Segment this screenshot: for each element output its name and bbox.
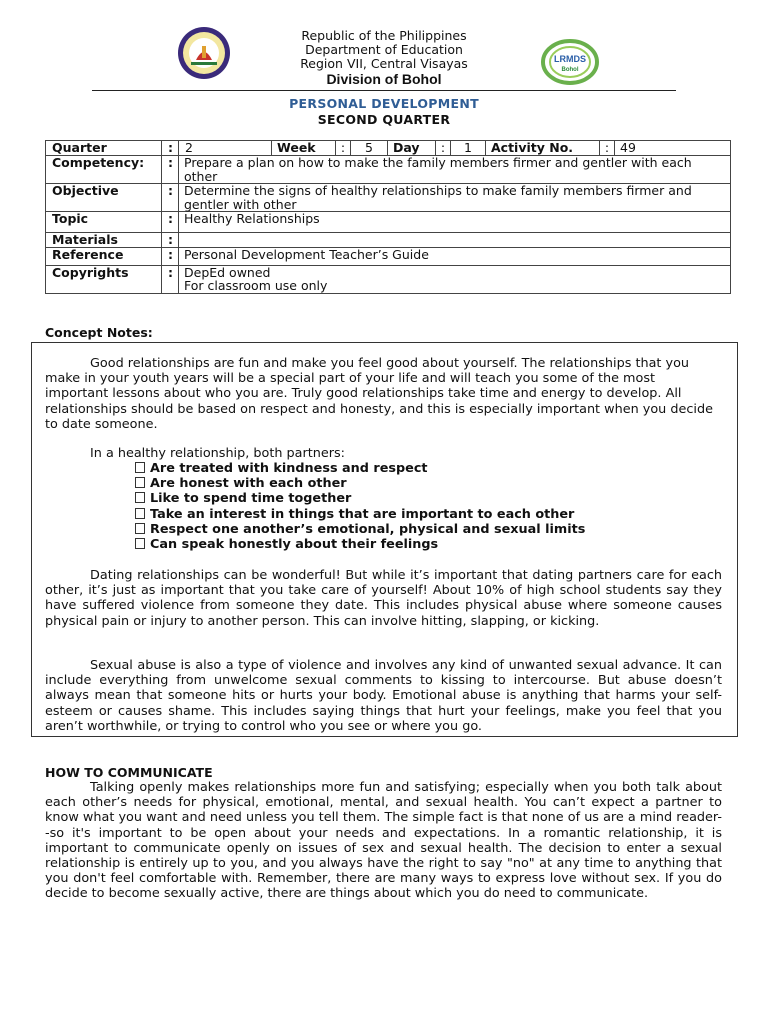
concept-paragraph-1-text: Good relationships are fun and make you feel good about yourself. The relationships that you make in your youth years will be a special part of your life and will teach you some of the most important lessons about who you are. Truly good relationships take time and energy to develop. All relationships should be based on respect and honesty, and this is especially important when you decide to date someone. [45,356,713,432]
colon: : [436,141,451,155]
list-item [135,507,585,522]
table-row [46,233,731,248]
colon: : [162,184,179,212]
table-row [46,265,731,293]
checkbox-bullet-icon [135,538,145,549]
topic-value: Healthy Relationships [179,212,731,233]
checkbox-bullet-icon [135,508,145,519]
table-row [46,212,731,233]
concept-notes-heading: Concept Notes: [45,325,153,340]
quarter-label: Quarter [46,141,162,156]
quarter-row-values [179,141,731,156]
list-item-text: Take an interest in things that are important to each other [150,506,575,522]
colon: : [162,141,179,156]
colon: : [600,141,615,155]
list-item [135,491,585,506]
list-item-text: Can speak honestly about their feelings [150,537,439,553]
checkbox-bullet-icon [135,492,145,503]
header-divider [92,90,676,91]
concept-paragraph-1 [45,356,722,432]
checkbox-bullet-icon [135,523,145,534]
activity-value: 49 [620,140,636,155]
colon: : [162,247,179,265]
healthy-signs-list [135,461,585,552]
list-item [135,537,585,552]
week-label: Week [272,141,336,155]
list-item [135,522,585,537]
colon: : [336,141,351,155]
list-item-text: Are treated with kindness and respect [150,461,428,476]
colon: : [162,212,179,233]
concept-paragraph-2-text: Dating relationships can be wonderful! But while it’s important that dating partners care for each other, it’s just as important that you take care of yourself! About 10% of high school students say they have suffered violence from someone they date. This includes physical abuse where someone causes physical pain or injury to another person. This can involve hitting, slapping, or kicking. [45,568,722,629]
list-item-text: Are honest with each other [150,476,347,492]
header-region: Region VII, Central Visayas [300,56,468,71]
svg-text:Bohol: Bohol [561,67,579,73]
day-label: Day [388,141,436,155]
table-row [46,247,731,265]
table-row [46,184,731,212]
subject-title: PERSONAL DEVELOPMENT [289,96,479,111]
lrmds-logo-icon [540,38,604,86]
reference-value: Personal Development Teacher’s Guide [179,247,731,265]
activity-label: Activity No. [486,141,600,155]
objective-value: Determine the signs of healthy relationships to make family members firmer and gentler with other [179,184,731,212]
objective-label: Objective [46,184,162,212]
svg-text:LRMDS: LRMDS [554,54,586,64]
concept-paragraph-3-text: Sexual abuse is also a type of violence and involves any kind of unwanted sexual advance. It can include everything from unwelcome sexual comments to kissing to intercourse. But abuse doesn’t always mean that someone hits or hurts your body. Emotional abuse is anything that harms your self-esteem or causes shame. This includes saying things that hurt your feelings, make you feel that you aren’t worthwhile, or trying to control who you see or where you go. [45,658,722,734]
list-item [135,476,585,491]
materials-label: Materials [46,233,162,248]
checkbox-bullet-icon [135,477,145,488]
copyrights-label: Copyrights [46,265,162,293]
concept-paragraph-2 [45,568,722,629]
deped-seal-icon [177,26,231,80]
activity-info-table [45,140,731,294]
list-item-text: Respect one another’s emotional, physical and sexual limits [150,521,586,537]
materials-value [179,233,731,248]
copyrights-line-1: DepEd owned [184,264,271,280]
competency-label: Competency: [46,156,162,184]
checkbox-bullet-icon [135,462,145,473]
colon: : [162,233,179,248]
topic-label: Topic [46,212,162,233]
header-department: Department of Education [305,42,463,57]
list-item-text: Like to spend time together [150,491,352,507]
communicate-paragraph-text: Talking openly makes relationships more fun and satisfying; especially when you both talk about each other’s needs for physical, emotional, mental, and sexual health. You can’t expect a partner to know what you want and need unless you tell them. The simple fact is that none of us are a mind reader--so it's important to be open about your needs and expectations. In a romantic relationship, it is important to communicate openly on issues of sex and sexual health. The decision to enter a sexual relationship is entirely up to you, and you always have the right to say "no" at any time to anything that you don't feel comfortable with. Remember, there are many ways to express love without sex. If you do decide to become sexually active, there are things about which you do need to communicate. [45,780,722,902]
day-value: 1 [451,141,486,155]
header-republic: Republic of the Philippines [301,28,467,43]
week-value: 5 [351,141,388,155]
colon: : [162,265,179,293]
list-item [135,461,585,476]
header-division: Division of Bohol [326,71,442,87]
table-row [46,156,731,184]
quarter-title: SECOND QUARTER [317,112,451,127]
table-row [46,141,731,156]
concept-paragraph-3 [45,658,722,734]
copyrights-line-2: For classroom use only [184,278,328,293]
healthy-relationship-lead: In a healthy relationship, both partners: [90,446,345,461]
competency-value: Prepare a plan on how to make the family members firmer and gentler with each other [179,156,731,184]
communicate-paragraph [45,780,722,902]
how-to-communicate-heading: HOW TO COMMUNICATE [45,765,213,780]
reference-label: Reference [46,247,162,265]
quarter-value: 2 [179,141,272,155]
copyrights-value [179,265,731,293]
colon: : [162,156,179,184]
